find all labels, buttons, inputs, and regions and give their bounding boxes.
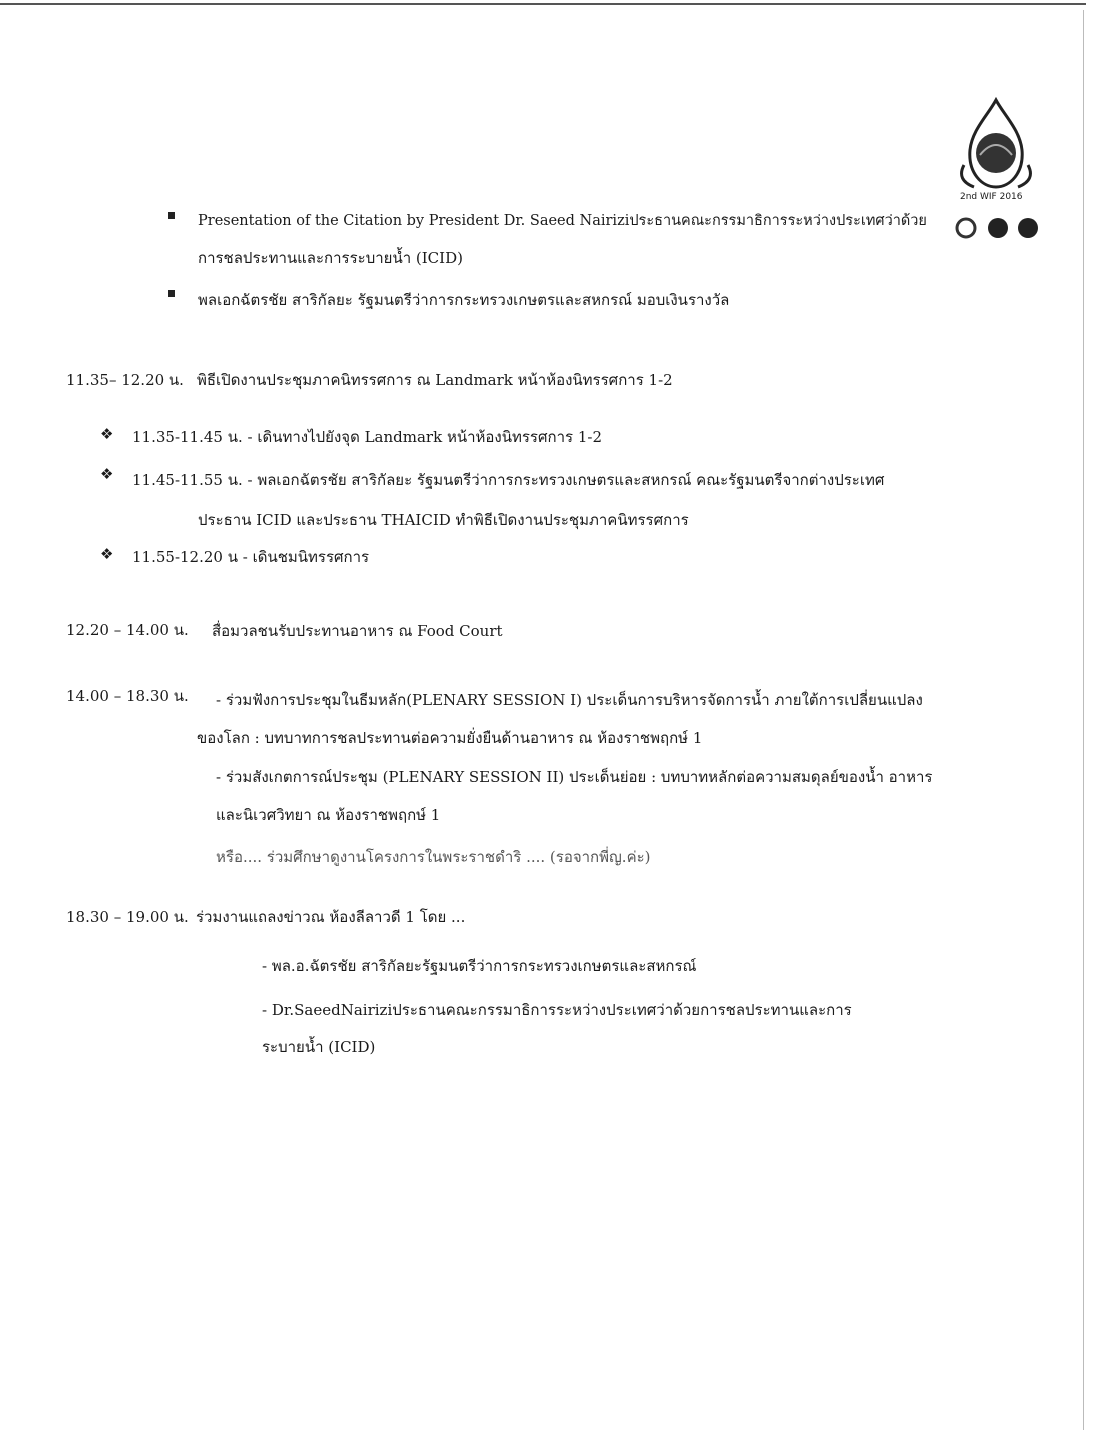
schedule-4-line-3: ระบายน้ำ (ICID) (262, 1038, 376, 1056)
schedule-4-line-1: - พล.อ.ฉัตรชัย สาริกัลยะรัฐมนตรีว่าการกระทรวงเกษตรและสหกรณ์ (262, 957, 697, 975)
top-item-1-line2: การชลประทานและการระบายน้ำ (ICID) (198, 249, 463, 267)
schedule-2-time: 12.20 – 14.00 น. (66, 621, 189, 639)
schedule-4-line-2: - Dr.SaeedNairiziประธานคณะกรรมาธิการระหว่างประเทศว่าด้วยการชลประทานและการ (262, 1001, 852, 1019)
schedule-3-line-3: - ร่วมสังเกตการณ์ประชุม (PLENARY SESSION II) ประเด็นย่อย : บทบาทหลักต่อความสมดุลย์ของน้ำ อาหาร (216, 768, 933, 786)
schedule-4-time: 18.30 – 19.00 น. (66, 908, 189, 926)
diamond-bullet-icon: ❖ (100, 465, 114, 483)
schedule-3-time: 14.00 – 18.30 น. (66, 687, 189, 705)
square-bullet-icon (168, 290, 175, 297)
schedule-3-line-4: และนิเวศวิทยา ณ ห้องราชพฤกษ์ 1 (216, 806, 441, 824)
schedule-4-text: ร่วมงานแถลงข่าวณ ห้องลีลาวดี 1 โดย ... (196, 908, 466, 926)
square-bullet-icon (168, 212, 175, 219)
schedule-1-sub-2-cont: ประธาน ICID และประธาน THAICID ทำพิธีเปิดงานประชุมภาคนิทรรศการ (198, 511, 689, 529)
schedule-3-line-2: ของโลก : บทบาทการชลประทานต่อความยั่งยืนด้านอาหาร ณ ห้องราชพฤกษ์ 1 (197, 729, 703, 747)
top-item-2-line1: พลเอกฉัตรชัย สาริกัลยะ รัฐมนตรีว่าการกระทรวงเกษตรและสหกรณ์ มอบเงินรางวัล (198, 291, 730, 309)
schedule-1-text: พิธีเปิดงานประชุมภาคนิทรรศการ ณ Landmark หน้าห้องนิทรรศการ 1-2 (197, 371, 673, 389)
diamond-bullet-icon: ❖ (100, 545, 114, 563)
schedule-1-time: 11.35– 12.20 น. (66, 371, 184, 389)
logo-caption: 2nd WIF 2016 (960, 192, 1023, 202)
top-border-line (0, 3, 1086, 5)
schedule-3-line-1: - ร่วมฟังการประชุมในธีมหลัก(PLENARY SESSION I) ประเด็นการบริหารจัดการน้ำ ภายใต้การเปลี่ยนแปลง (216, 691, 923, 709)
right-scan-edge (1083, 10, 1084, 1430)
diamond-bullet-icon: ❖ (100, 425, 114, 443)
schedule-1-sub-3: 11.55-12.20 น - เดินชมนิทรรศการ (132, 548, 370, 566)
schedule-3-line-5: หรือ.... ร่วมศึกษาดูงานโครงการในพระราชดำริ .... (รอจากพี่ญ.ค่ะ) (216, 848, 651, 866)
schedule-2-text: สื่อมวลชนรับประทานอาหาร ณ Food Court (212, 622, 503, 640)
schedule-1-sub-1: 11.35-11.45 น. - เดินทางไปยังจุด Landmark หน้าห้องนิทรรศการ 1-2 (132, 428, 602, 446)
schedule-1-sub-2: 11.45-11.55 น. - พลเอกฉัตรชัย สาริกัลยะ รัฐมนตรีว่าการกระทรวงเกษตรและสหกรณ์ คณะรัฐมนตรีจากต่างประเทศ (132, 471, 885, 489)
top-item-1-line1: Presentation of the Citation by President Dr. Saeed Nairiziประธานคณะกรรมาธิการระหว่างประเทศว่าด้วย (198, 213, 927, 229)
wif-logo-icon (950, 95, 1042, 255)
